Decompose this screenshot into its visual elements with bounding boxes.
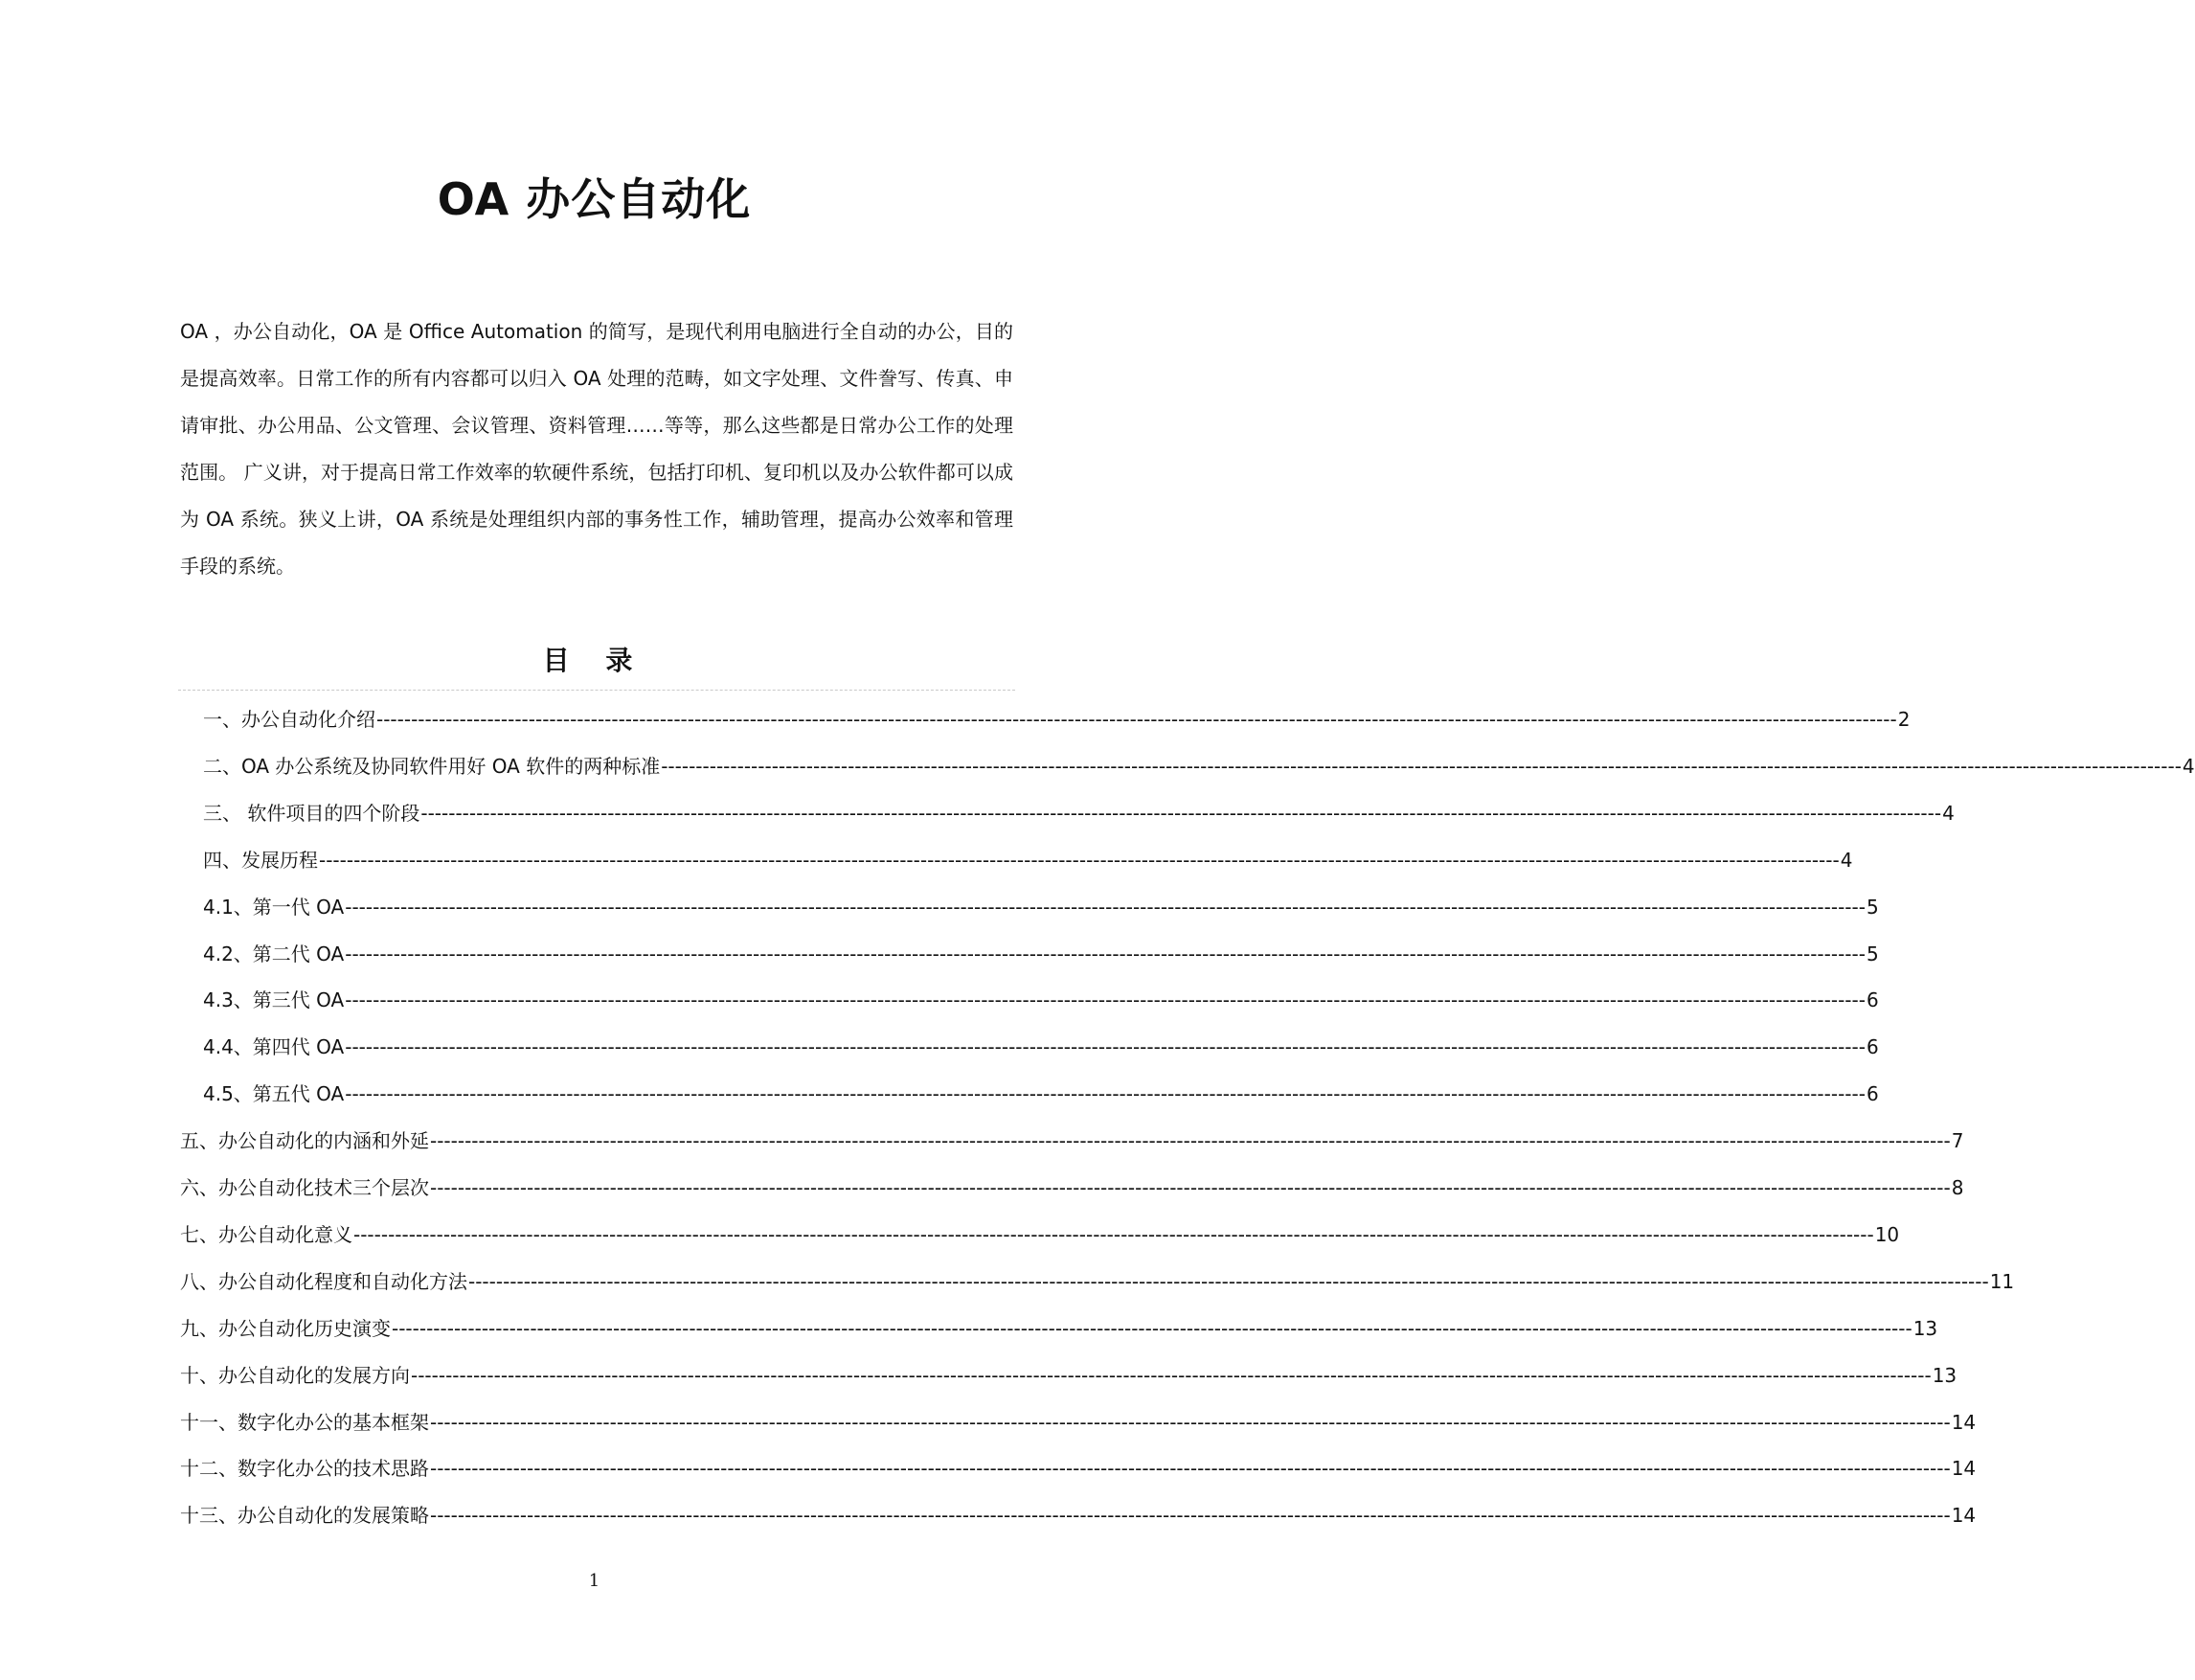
toc-entry-page: 4: [1840, 848, 1853, 872]
toc-leader: ----------------------------------------------------------------------------------------------------------------------------------------------------------------------------------------------------------------------------: [345, 942, 1866, 965]
toc-entry[interactable]: [180, 1454, 1977, 1483]
toc-entry-label: 十、办公自动化的发展方向: [180, 1363, 410, 1387]
toc-entry-label: 四、发展历程: [203, 848, 318, 872]
toc-entry[interactable]: [180, 1314, 1938, 1343]
toc-leader: ----------------------------------------------------------------------------------------------------------------------------------------------------------------------------------------------------------------------------: [430, 1129, 1951, 1153]
toc-entry-label: 一、办公自动化介绍: [203, 708, 375, 731]
toc-entry[interactable]: [180, 1361, 1957, 1390]
toc-entry[interactable]: [180, 1408, 1977, 1437]
toc-leader: ----------------------------------------------------------------------------------------------------------------------------------------------------------------------------------------------------------------------------: [353, 1222, 1874, 1246]
toc-leader: ----------------------------------------------------------------------------------------------------------------------------------------------------------------------------------------------------------------------------: [345, 1082, 1866, 1106]
toc-entry-page: 14: [1951, 1457, 1977, 1481]
toc-entry[interactable]: [203, 893, 1879, 921]
toc-entry[interactable]: [180, 1173, 1964, 1202]
toc-leader: ----------------------------------------------------------------------------------------------------------------------------------------------------------------------------------------------------------------------------: [430, 1457, 1951, 1481]
toc-entry-page: 6: [1866, 1082, 1879, 1106]
toc-entry-page: 10: [1874, 1222, 1900, 1246]
toc-heading: 目 录: [542, 645, 646, 676]
toc-leader: ----------------------------------------------------------------------------------------------------------------------------------------------------------------------------------------------------------------------------: [345, 1035, 1866, 1059]
toc-entry-page: 5: [1866, 895, 1879, 919]
toc-leader: ----------------------------------------------------------------------------------------------------------------------------------------------------------------------------------------------------------------------------: [411, 1363, 1932, 1387]
toc-entry-page: 11: [1989, 1269, 2015, 1293]
toc-entry-label: 三、 软件项目的四个阶段: [203, 801, 420, 825]
toc-leader: ----------------------------------------------------------------------------------------------------------------------------------------------------------------------------------------------------------------------------: [430, 1504, 1951, 1528]
toc-entry-page: 13: [1932, 1363, 1957, 1387]
toc-entry-label: 4.1、第一代 OA: [203, 895, 345, 919]
toc-entry[interactable]: [180, 1501, 1977, 1530]
intro-paragraph: OA ，办公自动化，OA 是 Office Automation 的简写，是现代利用电脑进行全自动的办公，目的是提高效率。日常工作的所有内容都可以归入 OA 处理的范畴，如文字处理、文件誊写、传真、申请审批、办公用品、公文管理、会议管理、资料管理……等等，那么这些都是日常办公工作的处理范围。 广义讲，对于提高日常工作效率的软硬件系统，包括打印机、复印机以及办公软件都可以成为 OA 系统。狭义上讲，OA 系统是处理组织内部的事务性工作，辅助管理，提高办公效率和管理手段的系统。: [180, 320, 1013, 578]
toc-entry-label: 4.4、第四代 OA: [203, 1035, 345, 1059]
toc-entry-page: 14: [1951, 1410, 1977, 1434]
toc-entry-label: 八、办公自动化程度和自动化方法: [180, 1269, 467, 1293]
toc-entry-label: 五、办公自动化的内涵和外延: [180, 1129, 429, 1153]
toc-entry[interactable]: [203, 752, 2195, 781]
toc-entry-page: 6: [1866, 1035, 1879, 1059]
toc-leader: ----------------------------------------------------------------------------------------------------------------------------------------------------------------------------------------------------------------------------: [468, 1269, 1989, 1293]
toc-divider: [178, 690, 1015, 691]
toc-entry-page: 5: [1866, 942, 1879, 965]
toc-leader: ----------------------------------------------------------------------------------------------------------------------------------------------------------------------------------------------------------------------------: [430, 1410, 1951, 1434]
toc-leader: ----------------------------------------------------------------------------------------------------------------------------------------------------------------------------------------------------------------------------: [319, 848, 1840, 872]
toc-entry-label: 十一、数字化办公的基本框架: [180, 1410, 429, 1434]
toc-entry-page: 14: [1951, 1504, 1977, 1528]
toc-leader: ----------------------------------------------------------------------------------------------------------------------------------------------------------------------------------------------------------------------------: [345, 988, 1866, 1012]
toc-entry-page: 4: [2182, 754, 2195, 778]
toc-leader: ----------------------------------------------------------------------------------------------------------------------------------------------------------------------------------------------------------------------------: [430, 1176, 1951, 1199]
toc-entry-label: 十二、数字化办公的技术思路: [180, 1457, 429, 1481]
toc-entry-page: 7: [1951, 1129, 1964, 1153]
document-title: OA 办公自动化: [437, 173, 752, 225]
toc-entry[interactable]: [203, 986, 1879, 1014]
toc-entry[interactable]: [180, 1267, 2015, 1296]
toc-entry[interactable]: [203, 846, 1853, 874]
toc-leader: ----------------------------------------------------------------------------------------------------------------------------------------------------------------------------------------------------------------------------: [345, 895, 1866, 919]
toc-entry-label: 4.2、第二代 OA: [203, 942, 345, 965]
toc-entry[interactable]: [203, 799, 1955, 828]
toc-entry-label: 七、办公自动化意义: [180, 1222, 352, 1246]
toc-entry-label: 九、办公自动化历史演变: [180, 1316, 391, 1340]
toc-entry[interactable]: [180, 1220, 1900, 1249]
toc-entry-page: 2: [1897, 708, 1911, 731]
toc-entry-page: 4: [1942, 801, 1955, 825]
toc-entry[interactable]: [203, 1033, 1879, 1061]
toc-leader: ----------------------------------------------------------------------------------------------------------------------------------------------------------------------------------------------------------------------------: [392, 1316, 1912, 1340]
toc-entry-label: 十三、办公自动化的发展策略: [180, 1504, 429, 1528]
toc-entry-label: 二、OA 办公系统及协同软件用好 OA 软件的两种标准: [203, 754, 661, 778]
toc-entry[interactable]: [180, 1126, 1964, 1155]
toc-entry-page: 13: [1912, 1316, 1938, 1340]
toc-entry-page: 8: [1951, 1176, 1964, 1199]
toc-entry[interactable]: [203, 940, 1879, 968]
toc-entry[interactable]: [203, 1079, 1879, 1108]
toc-leader: ----------------------------------------------------------------------------------------------------------------------------------------------------------------------------------------------------------------------------: [661, 754, 2182, 778]
page-number: 1: [588, 1571, 600, 1591]
toc-entry-page: 6: [1866, 988, 1879, 1012]
toc-entry-label: 六、办公自动化技术三个层次: [180, 1176, 429, 1199]
toc-entry-label: 4.3、第三代 OA: [203, 988, 345, 1012]
toc-entry-label: 4.5、第五代 OA: [203, 1082, 345, 1106]
toc-entry[interactable]: [203, 705, 1911, 734]
toc-leader: ----------------------------------------------------------------------------------------------------------------------------------------------------------------------------------------------------------------------------: [420, 801, 1942, 825]
toc-leader: ----------------------------------------------------------------------------------------------------------------------------------------------------------------------------------------------------------------------------: [376, 708, 1897, 731]
